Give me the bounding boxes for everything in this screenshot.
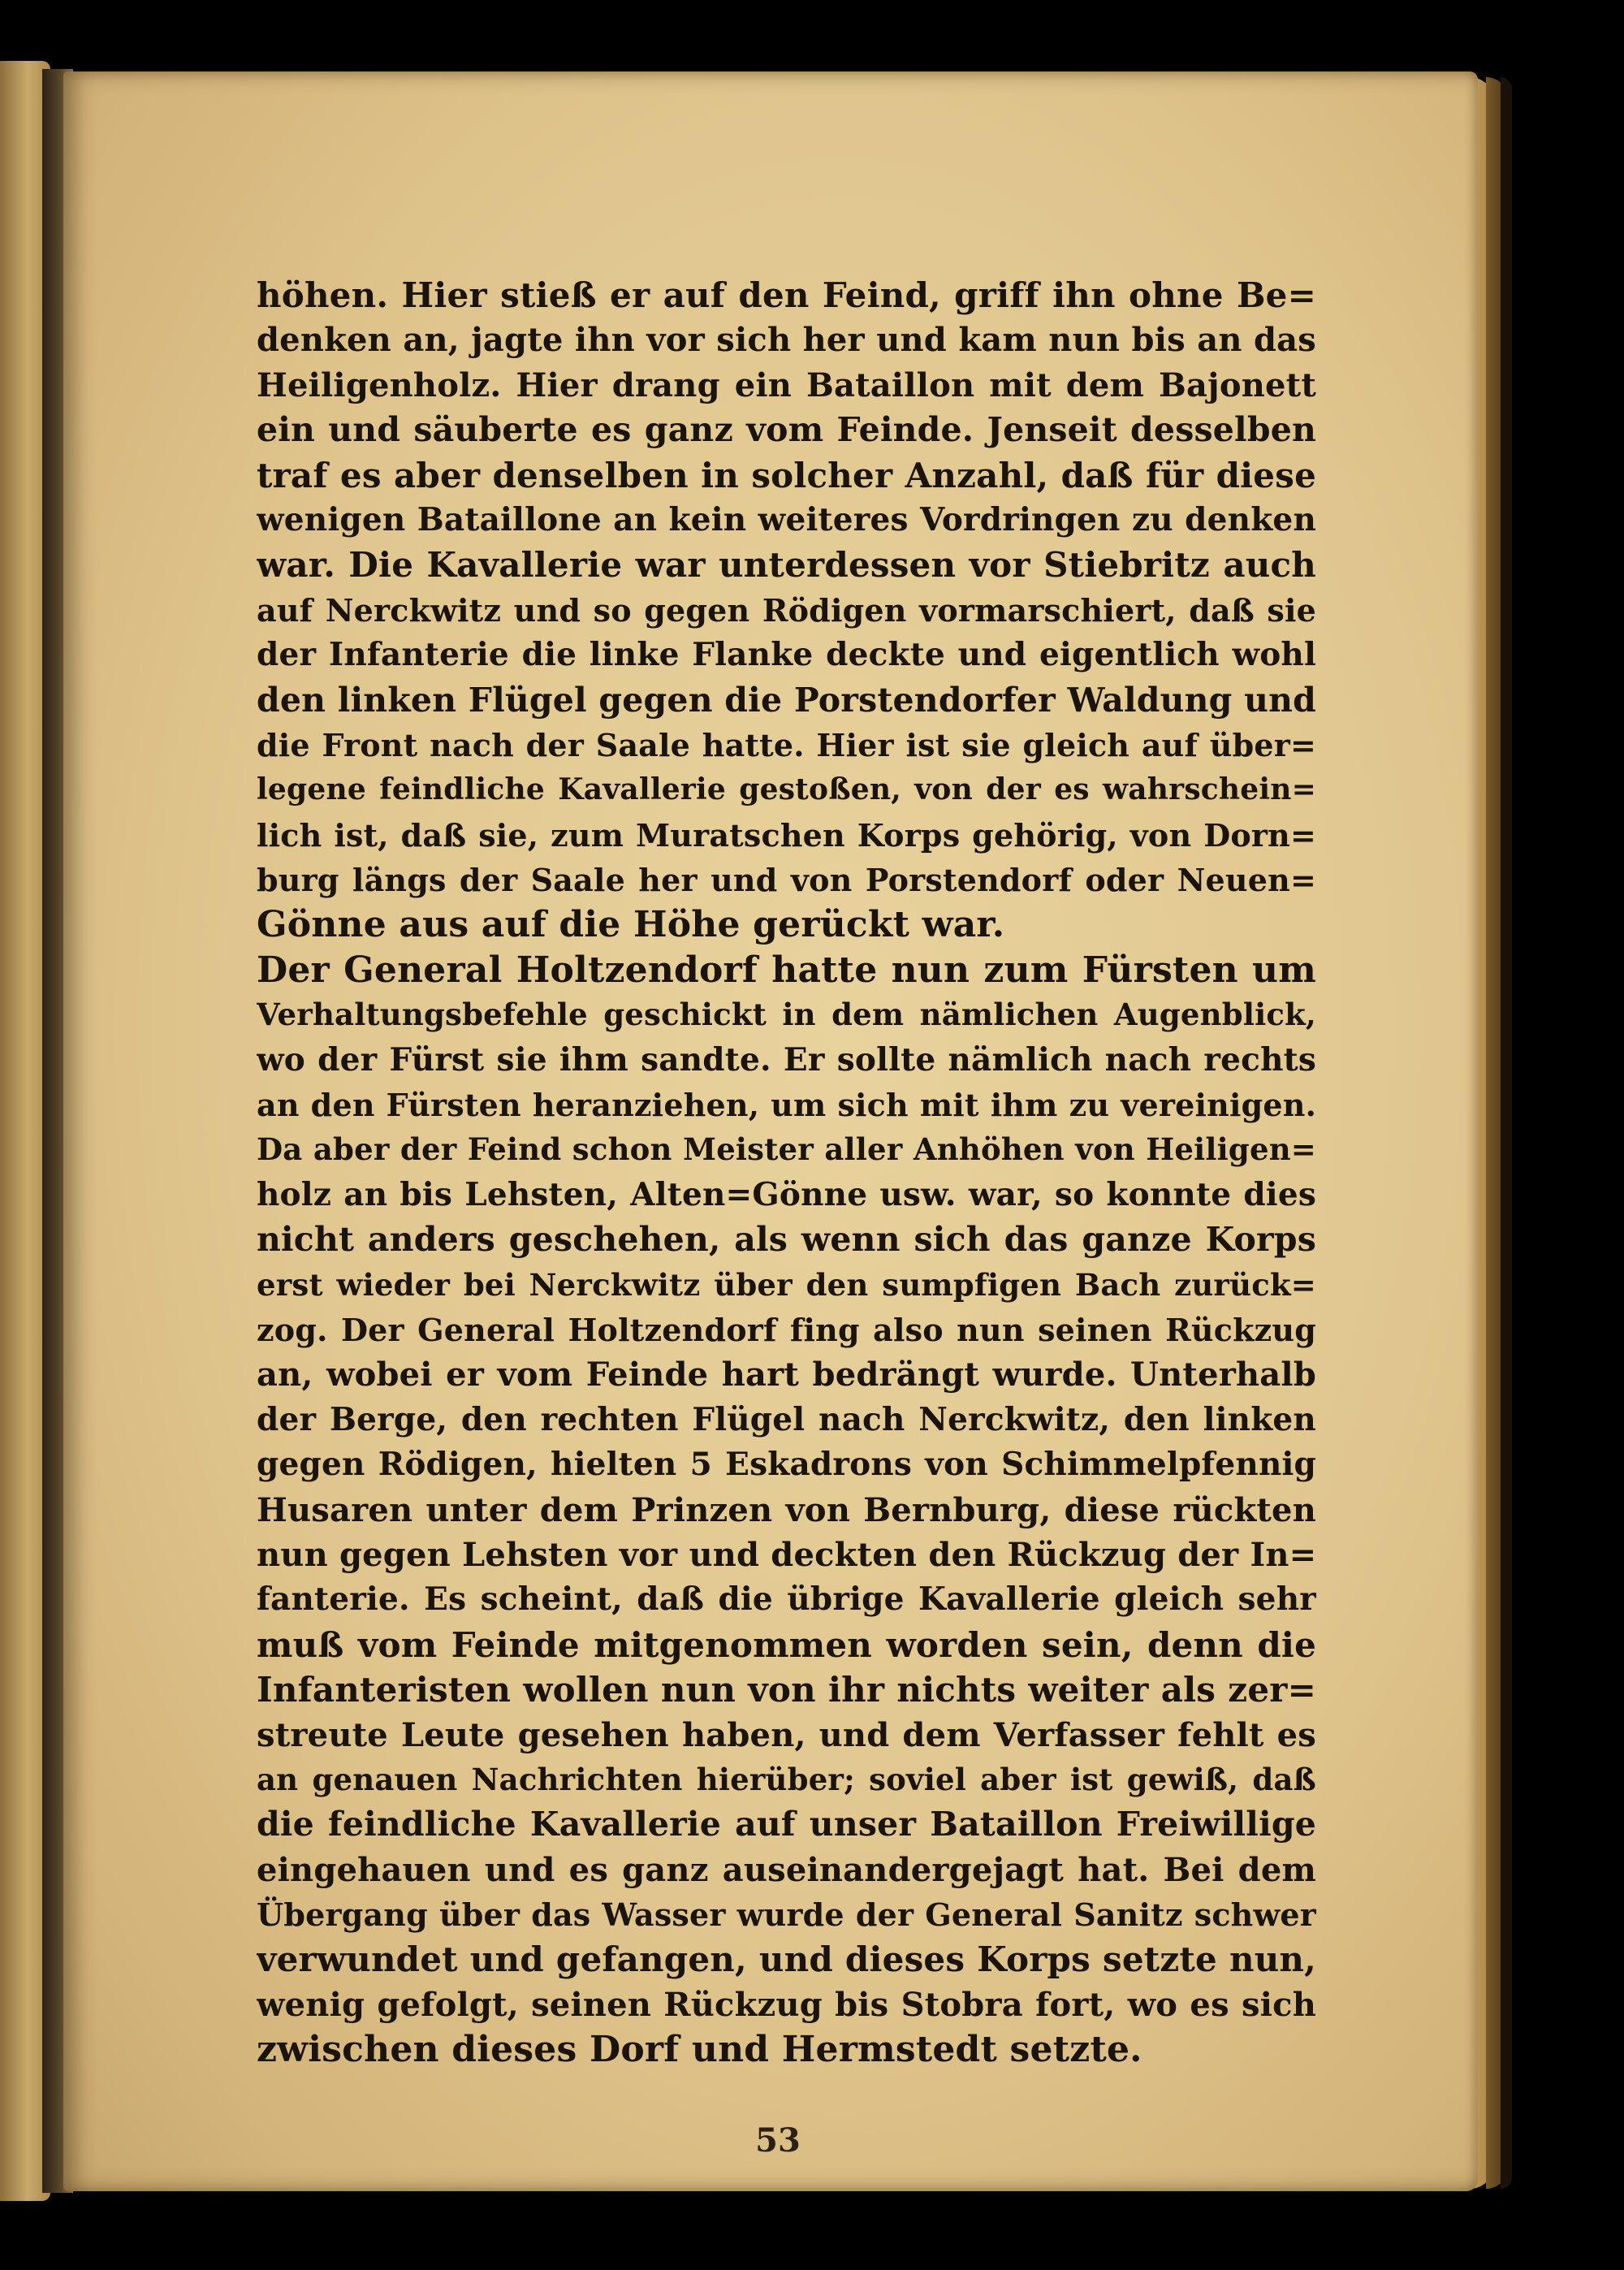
text-line: erst wieder bei Nerckwitz über den sumpfigen Bach zurück= bbox=[257, 1266, 1316, 1303]
text-line: legene feindliche Kavallerie gestoßen, von der es wahrschein= bbox=[257, 772, 1316, 807]
text-line: wo der Fürst sie ihm sandte. Er sollte nämlich nach rechts bbox=[257, 1040, 1316, 1079]
text-line: der Infanterie die linke Flanke deckte und eigentlich wohl bbox=[257, 636, 1316, 674]
text-line: traf es aber denselben in solcher Anzahl, daß für diese bbox=[257, 455, 1316, 495]
page-number: 53 bbox=[755, 2121, 801, 2160]
text-line: gegen Rödigen, hielten 5 Eskadrons von Schimmelpfennig bbox=[257, 1446, 1316, 1484]
text-line: ein und säuberte es ganz vom Feinde. Jenseit desselben bbox=[257, 410, 1316, 450]
book-page bbox=[63, 71, 1478, 2191]
text-line: der Berge, den rechten Flügel nach Nerckwitz, den linken bbox=[257, 1400, 1316, 1438]
text-line: burg längs der Saale her und von Porstendorf oder Neuen= bbox=[257, 862, 1316, 899]
text-line: fanterie. Es scheint, daß die übrige Kavallerie gleich sehr bbox=[257, 1580, 1316, 1619]
text-line: an genauen Nachrichten hierüber; soviel aber ist gewiß, daß bbox=[257, 1761, 1316, 1797]
text-line: eingehauen und es ganz auseinandergejagt hat. Bei dem bbox=[257, 1850, 1316, 1889]
text-line: Da aber der Feind schon Meister aller Anhöhen von Heiligen= bbox=[257, 1131, 1316, 1168]
paragraph-end-line: zwischen dieses Dorf und Hermstedt setzte. bbox=[257, 2029, 1142, 2071]
text-line: die Front nach der Saale hatte. Hier ist sie gleich auf über= bbox=[257, 726, 1316, 763]
text-line: holz an bis Lehsten, Alten=Gönne usw. war, so konnte dies bbox=[257, 1175, 1316, 1213]
text-line: wenig gefolgt, seinen Rückzug bis Stobra fort, wo es sich bbox=[257, 1985, 1316, 2024]
text-line: Infanteristen wollen nun von ihr nichts weiter als zer= bbox=[257, 1670, 1316, 1710]
page-text bbox=[257, 273, 1316, 2073]
cover-edge bbox=[1501, 77, 1512, 2189]
text-line: streute Leute gesehen haben, und dem Verfasser fehlt es bbox=[257, 1715, 1316, 1754]
text-line: zog. Der General Holtzendorf fing also nun seinen Rückzug bbox=[257, 1311, 1316, 1348]
text-line: auf Nerckwitz und so gegen Rödigen vormarschiert, daß sie bbox=[257, 591, 1316, 629]
paragraph-start-line: Der General Holtzendorf hatte nun zum Fürsten um bbox=[257, 949, 1316, 991]
text-line: war. Die Kavallerie war unterdessen vor Stiebritz auch bbox=[257, 545, 1316, 586]
text-line: lich ist, daß sie, zum Muratschen Korps gehörig, von Dorn= bbox=[257, 816, 1316, 854]
text-line: an den Fürsten heranziehen, um sich mit ihm zu vereinigen. bbox=[257, 1087, 1316, 1124]
text-line: verwundet und gefangen, und dieses Korps setzte nun, bbox=[257, 1939, 1316, 1980]
paragraph-end-line: Gönne aus auf die Höhe gerückt war. bbox=[257, 904, 1005, 946]
text-line: Husaren unter dem Prinzen von Bernburg, diese rückten bbox=[257, 1490, 1316, 1529]
text-line: Verhaltungsbefehle geschickt in dem nämlichen Augenblick, bbox=[257, 997, 1316, 1033]
text-line: die feindliche Kavallerie auf unser Bataillon Freiwillige bbox=[257, 1805, 1316, 1844]
text-line: nun gegen Lehsten vor und deckten den Rückzug der In= bbox=[257, 1535, 1316, 1574]
text-line: nicht anders geschehen, als wenn sich das ganze Korps bbox=[257, 1220, 1316, 1260]
text-line: wenigen Bataillone an kein weiteres Vordringen zu denken bbox=[257, 500, 1316, 538]
text-line: denken an, jagte ihn vor sich her und kam nun bis an das bbox=[257, 321, 1316, 360]
text-line: an, wobei er vom Feinde hart bedrängt wurde. Unterhalb bbox=[257, 1356, 1316, 1394]
text-line: Heiligenholz. Hier drang ein Bataillon mit dem Bajonett bbox=[257, 365, 1316, 404]
text-line: muß vom Feinde mitgenommen worden sein, denn die bbox=[257, 1624, 1316, 1665]
text-line: Übergang über das Wasser wurde der General Sanitz schwer bbox=[257, 1896, 1316, 1934]
text-line: den linken Flügel gegen die Porstendorfer Waldung und bbox=[257, 680, 1316, 720]
text-line: höhen. Hier stieß er auf den Feind, griff ihn ohne Be= bbox=[257, 275, 1316, 315]
